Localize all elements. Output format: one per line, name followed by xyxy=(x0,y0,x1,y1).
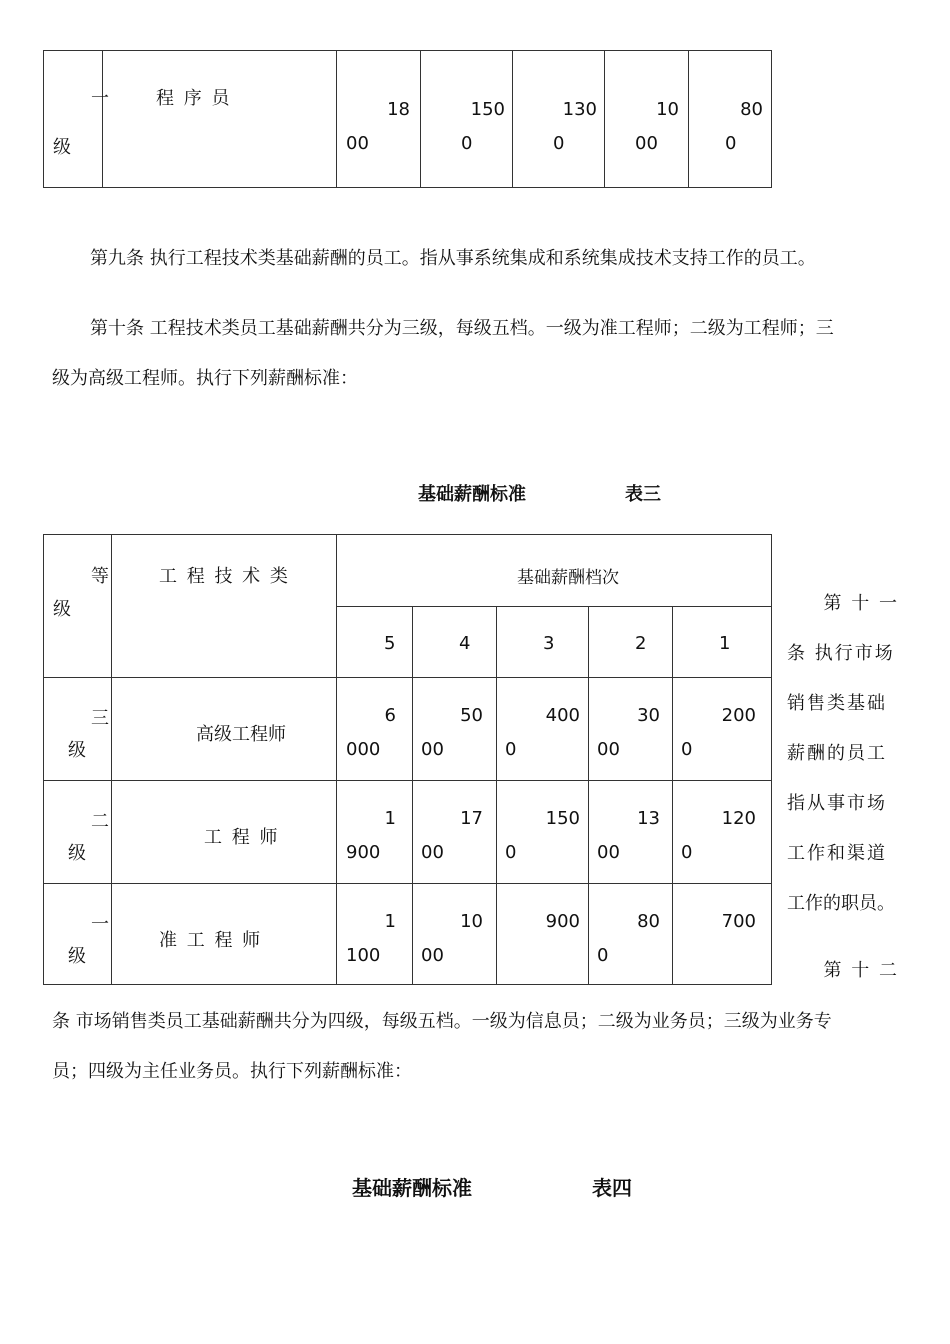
position-label: 程 序 员 xyxy=(156,88,232,109)
salary-cell: 200 0 xyxy=(681,705,756,760)
row-level: 三 xyxy=(91,708,109,729)
table-divider xyxy=(420,51,421,187)
table-divider xyxy=(672,606,673,985)
salary-cell: 18 00 xyxy=(346,99,410,154)
table-divider xyxy=(44,780,772,781)
grade-2: 2 xyxy=(635,633,647,654)
table-divider xyxy=(512,51,513,187)
header-level: 级 xyxy=(53,599,71,620)
table-divider xyxy=(44,883,772,884)
row-level: 级 xyxy=(68,843,86,864)
table-divider xyxy=(496,606,497,985)
table-divider xyxy=(336,535,337,985)
table-divider xyxy=(336,606,772,607)
table-divider xyxy=(604,51,605,187)
table-divider xyxy=(44,677,772,678)
table3-title: 基础薪酬标准 xyxy=(418,484,526,505)
salary-cell: 900 xyxy=(545,911,580,932)
row-title: 高级工程师 xyxy=(196,724,286,745)
salary-cell: 6 000 xyxy=(346,705,396,760)
article-12-head: 第 十 二 xyxy=(823,960,899,981)
header-level: 等 xyxy=(91,566,109,587)
salary-cell: 80 0 xyxy=(597,911,660,966)
salary-cell: 150 0 xyxy=(505,808,580,863)
table-divider xyxy=(111,535,112,985)
table4-number: 表四 xyxy=(592,1176,632,1200)
table4-title: 基础薪酬标准 xyxy=(352,1176,472,1200)
row-title: 工 程 师 xyxy=(204,827,280,848)
salary-cell: 120 0 xyxy=(681,808,756,863)
header-category: 工 程 技 术 类 xyxy=(159,566,290,587)
salary-cell: 400 0 xyxy=(505,705,580,760)
grade-1: 1 xyxy=(719,633,731,654)
salary-cell: 17 00 xyxy=(421,808,483,863)
row-level: 一 xyxy=(91,914,109,935)
table-divider xyxy=(102,51,103,187)
salary-cell: 1 900 xyxy=(346,808,396,863)
article-12-line2: 员；四级为主任业务员。执行下列薪酬标准： xyxy=(52,1061,412,1082)
salary-table-programmer xyxy=(43,50,772,188)
row-level: 级 xyxy=(68,740,86,761)
row-level: 二 xyxy=(91,811,109,832)
salary-cell: 130 0 xyxy=(553,99,597,154)
grade-4: 4 xyxy=(459,633,471,654)
article-10-line1: 第十条 工程技术类员工基础薪酬共分为三级，每级五档。一级为准工程师；二级为工程师；三 xyxy=(90,318,834,339)
grade-3: 3 xyxy=(543,633,555,654)
salary-cell: 13 00 xyxy=(597,808,660,863)
row-title: 准 工 程 师 xyxy=(159,930,263,951)
grade-5: 5 xyxy=(384,633,396,654)
table-divider xyxy=(588,606,589,985)
table-divider xyxy=(688,51,689,187)
article-11: 第 十 一 条 执行市场 销售类基础 薪酬的员工 指从事市场 工作和渠道 工作的职员。 xyxy=(787,593,899,914)
salary-cell: 10 00 xyxy=(421,911,483,966)
salary-cell: 30 00 xyxy=(597,705,660,760)
salary-cell: 700 xyxy=(721,911,756,932)
level-label: 级 xyxy=(53,137,71,158)
salary-cell: 1 100 xyxy=(346,911,396,966)
header-grades: 基础薪酬档次 xyxy=(517,568,619,588)
level-label: 一 xyxy=(91,88,109,109)
salary-cell: 150 0 xyxy=(461,99,505,154)
salary-cell: 50 00 xyxy=(421,705,483,760)
article-10-line2: 级为高级工程师。执行下列薪酬标准： xyxy=(52,368,358,389)
table-divider xyxy=(412,606,413,985)
salary-cell: 80 0 xyxy=(725,99,763,154)
salary-table-engineering xyxy=(43,534,772,985)
salary-cell: 10 00 xyxy=(635,99,679,154)
article-12-line1: 条 市场销售类员工基础薪酬共分为四级，每级五档。一级为信息员；二级为业务员；三级为业务专 xyxy=(52,1011,832,1032)
table3-number: 表三 xyxy=(625,484,661,505)
row-level: 级 xyxy=(68,946,86,967)
article-9: 第九条 执行工程技术类基础薪酬的员工。指从事系统集成和系统集成技术支持工作的员工。 xyxy=(90,248,816,269)
table-divider xyxy=(336,51,337,187)
